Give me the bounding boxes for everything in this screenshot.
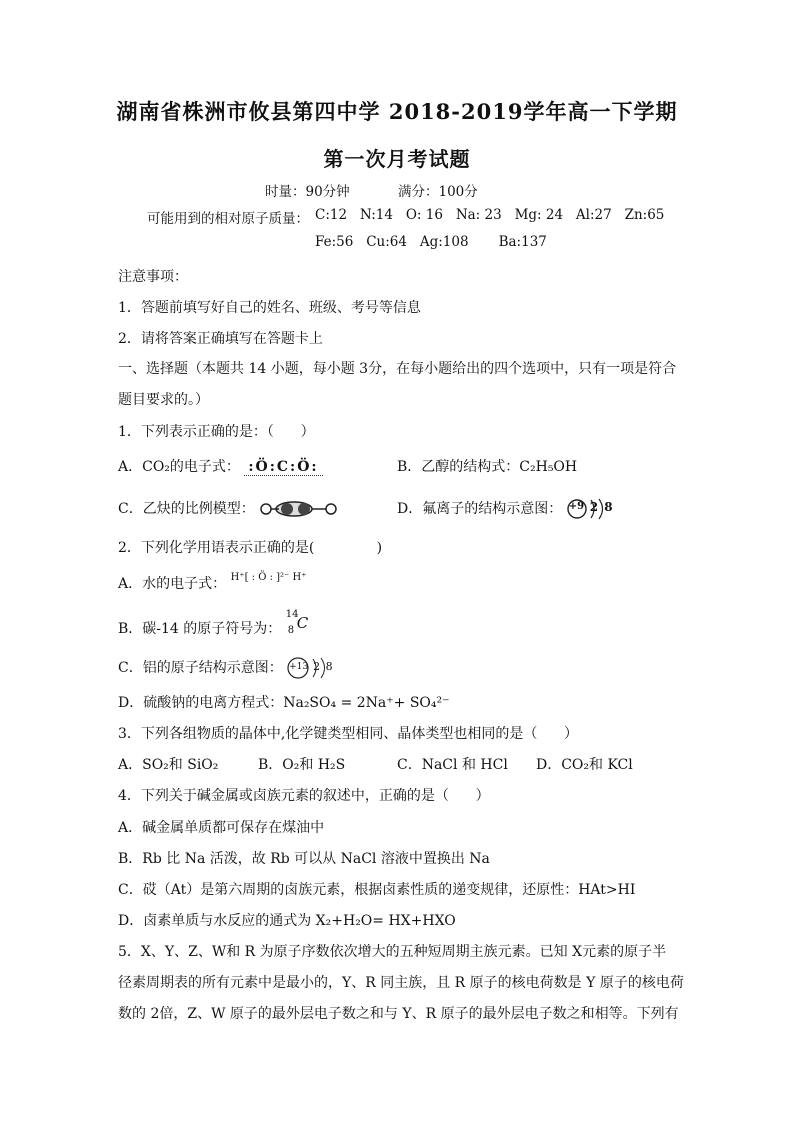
acetylene-model-icon (259, 500, 339, 518)
carbon14-element: C (296, 614, 309, 632)
q5-text-line3: 数的 2倍，Z、W 原子的最外层电子数之和与 Y、R 原子的最外层电子数之和相等。下列有 (118, 1006, 679, 1022)
q1-stem: 1．下列表示正确的是：（ ） (118, 424, 315, 440)
q3-option-c: C．NaCl 和 HCl (397, 757, 508, 773)
fluoride-ion-diagram (567, 498, 613, 520)
q5-text-line2: 径素周期表的所有元素中是最小的，Y、R 同主族，且 R 原子的核电荷数是 Y 原子的核电荷 (118, 975, 684, 991)
q2-option-c-label: C．铝的原子结构示意图： (118, 660, 283, 676)
note-2: 2．请将答案正确填写在答题卡上 (118, 331, 323, 347)
q4-option-b: B．Rb 比 Na 活泼，故 Rb 可以从 NaCl 溶液中置换出 Na (118, 851, 490, 867)
aluminum-atom-diagram (287, 656, 333, 680)
q3-stem: 3．下列各组物质的晶体中,化学键类型相同、晶体类型也相同的是（ ） (118, 726, 579, 742)
q1-option-b: B．乙醇的结构式：C₂H₅OH (397, 459, 578, 475)
co2-electron-formula: :Ö:C:Ö: (244, 459, 322, 476)
q1-option-c-label: C．乙炔的比例模型： (118, 501, 255, 517)
q1-option-a-label: A．CO₂的电子式： (118, 459, 240, 475)
q2-option-b-label: B．碳-14 的原子符号为： (118, 621, 282, 637)
atomic-mass-row1: C:12 N:14 O: 16 Na: 23 Mg: 24 Al:27 Zn:65 (315, 207, 665, 223)
q2-option-a-label: A．水的电子式： (118, 576, 227, 592)
q2-option-c (118, 656, 333, 680)
q1-option-d (397, 498, 613, 520)
q3-option-b: B．O₂和 H₂S (258, 757, 346, 773)
q4-stem: 4．下列关于碱金属或卤族元素的叙述中，正确的是（ ） (118, 788, 490, 804)
exam-title-line2: 第一次月考试题 (323, 147, 471, 171)
water-electron-formula: H⁺[ : Ö : ]²⁻ H⁺ (230, 572, 307, 583)
q1-option-c (118, 498, 339, 518)
carbon14-symbol (285, 609, 309, 641)
q2-stem: 2．下列化学用语表示正确的是( ) (118, 540, 383, 556)
q2-option-b (118, 609, 309, 641)
notes-heading: 注意事项： (118, 269, 188, 285)
q5-text-line1: 5．X、Y、Z、W和 R 为原子序数依次增大的五种短周期主族元素。已知 X元素的原子半 (118, 944, 667, 960)
aluminum-electron-shells: 2 8 (313, 660, 334, 673)
q4-option-c: C．砹（At）是第六周期的卤族元素，根据卤素性质的递变规律，还原性：HAt>HI (118, 882, 636, 898)
q1-option-a (118, 456, 323, 476)
q2-option-a (118, 573, 307, 593)
exam-score: 满分：100分 (398, 184, 478, 200)
exam-title-line1: 湖南省株洲市攸县第四中学 2018-2019学年高一下学期 (116, 99, 678, 124)
exam-time: 时量：90分钟 (265, 184, 350, 200)
section1-intro-line2: 题目要求的。） (118, 392, 209, 408)
atomic-mass-row2: Fe:56 Cu:64 Ag:108 Ba:137 (315, 234, 547, 250)
q1-option-d-label: D．氟离子的结构示意图： (397, 501, 563, 517)
q3-option-d: D．CO₂和 KCl (536, 757, 633, 773)
q3-option-a: A．SO₂和 SiO₂ (118, 757, 219, 773)
atomic-mass-label: 可能用到的相对原子质量： (147, 211, 309, 227)
fluoride-electron-shells: 2 8 (589, 500, 614, 514)
carbon14-mass-number: 14 (285, 609, 299, 620)
fluoride-nucleus-charge: +9 (568, 501, 585, 512)
carbon14-atomic-number: 8 (287, 625, 295, 636)
aluminum-nucleus-charge: +13 (289, 662, 309, 672)
q4-option-d: D．卤素单质与水反应的通式为 X₂+H₂O= HX+HXO (118, 913, 456, 929)
q2-option-d: D．硫酸钠的电离方程式：Na₂SO₄ = 2Na⁺+ SO₄²⁻ (118, 695, 450, 711)
q4-option-a: A．碱金属单质都可保存在煤油中 (118, 820, 325, 836)
note-1: 1．答题前填写好自己的姓名、班级、考号等信息 (118, 300, 421, 316)
section1-intro-line1: 一、选择题（本题共 14 小题，每小题 3分，在每小题给出的四个选项中，只有一项是符合 (118, 361, 677, 377)
